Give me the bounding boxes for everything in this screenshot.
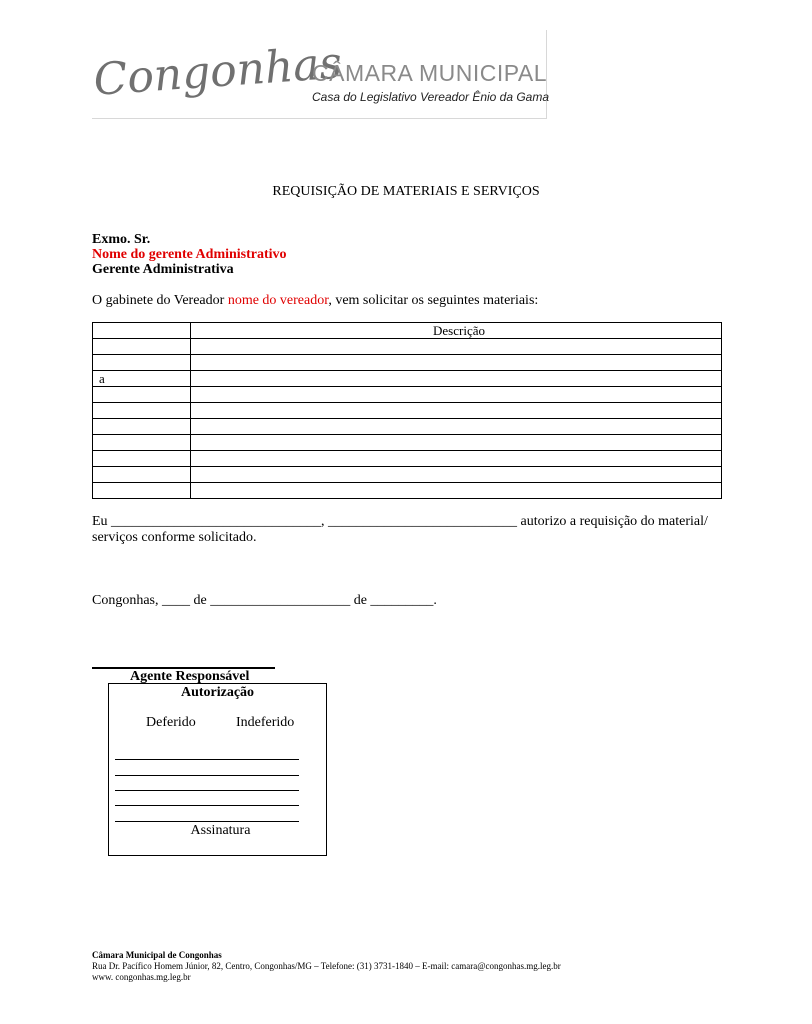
table-row	[93, 371, 722, 387]
table-cell-description	[191, 355, 722, 371]
table-cell-code	[93, 419, 191, 435]
table-row	[93, 387, 722, 403]
signature-label: Assinatura	[190, 823, 251, 838]
congonhas-logo	[92, 30, 344, 118]
table-cell-code	[93, 387, 191, 403]
manager-role: Gerente Administrativa	[92, 262, 234, 277]
table-cell-description	[191, 435, 722, 451]
table-header-row	[93, 323, 722, 339]
table-cell-description	[191, 339, 722, 355]
signature-line	[115, 759, 299, 760]
document-title: REQUISIÇÃO DE MATERIAIS E SERVIÇOS	[272, 184, 540, 199]
date-line: Congonhas, ____ de ____________________ de _________.	[92, 593, 437, 608]
table-row	[93, 483, 722, 499]
org-name: CÂMARA MUNICIPAL	[312, 60, 548, 86]
table-cell-description	[191, 403, 722, 419]
signature-line	[115, 790, 299, 791]
materials-table	[92, 322, 722, 499]
description-header: Descrição	[191, 323, 722, 339]
table-cell-code	[93, 483, 191, 499]
authorization-line-1: Eu ______________________________, ___________________________ autorizo a requisição do material/	[92, 514, 708, 529]
table-cell-description	[191, 483, 722, 499]
footer-address: Rua Dr. Pacífico Homem Júnior, 82, Centro, Congonhas/MG – Telefone: (31) 3731-1840 – E-mail: camara@congonhas.mg.leg.br	[92, 961, 561, 971]
table-row	[93, 467, 722, 483]
table-row	[93, 403, 722, 419]
option-deferido: Deferido	[146, 715, 196, 730]
councilor-name-placeholder: nome do vereador	[227, 293, 329, 308]
footer-org: Câmara Municipal de Congonhas	[92, 950, 222, 960]
agent-label: Agente Responsável	[130, 669, 250, 684]
option-indeferido: Indeferido	[236, 715, 295, 730]
authorization-title: Autorização	[180, 685, 255, 700]
table-cell-code: a	[93, 371, 191, 387]
table-cell-code	[93, 355, 191, 371]
table-row	[93, 435, 722, 451]
authorization-box	[108, 683, 327, 856]
intro-paragraph	[92, 293, 538, 309]
table-cell-code	[93, 467, 191, 483]
intro-prefix: O gabinete do Vereador	[92, 293, 228, 308]
table-cell-code	[93, 435, 191, 451]
table-cell-description	[191, 371, 722, 387]
svg-text:Congonhas: Congonhas	[92, 37, 344, 106]
intro-suffix: , vem solicitar os seguintes materiais:	[328, 293, 539, 308]
signature-line	[115, 805, 299, 806]
table-cell-code	[93, 339, 191, 355]
authorization-line-2: serviços conforme solicitado.	[92, 530, 257, 545]
signature-line	[115, 775, 299, 776]
table-row	[93, 451, 722, 467]
table-row	[93, 339, 722, 355]
table-header-cell	[93, 323, 191, 339]
table-cell-description	[191, 419, 722, 435]
org-subtitle: Casa do Legislativo Vereador Ênio da Gama	[312, 90, 550, 104]
salutation: Exmo. Sr.	[92, 232, 151, 247]
signature-line	[115, 821, 299, 822]
table-cell-description	[191, 387, 722, 403]
footer-website: www. congonhas.mg.leg.br	[92, 972, 191, 982]
table-cell-code	[93, 403, 191, 419]
manager-name-placeholder: Nome do gerente Administrativo	[92, 247, 287, 262]
table-row	[93, 419, 722, 435]
table-row	[93, 355, 722, 371]
table-cell-description	[191, 451, 722, 467]
table-cell-description	[191, 467, 722, 483]
table-cell-code	[93, 451, 191, 467]
